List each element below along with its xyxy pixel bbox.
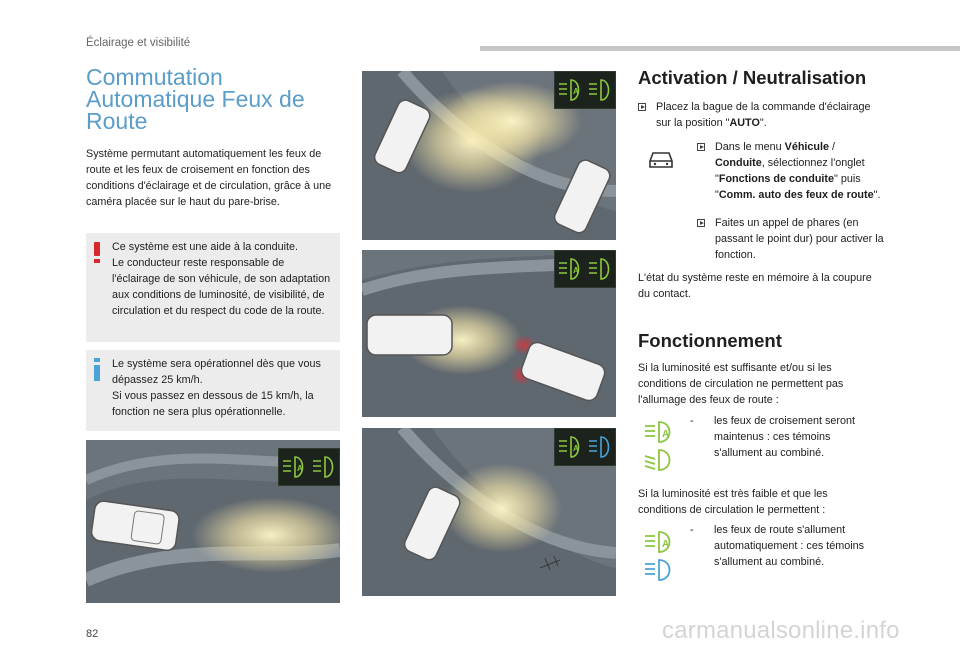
info-line-2: Si vous passez en dessous de 15 km/h, la fonction ne sera plus opérationnelle.	[112, 390, 314, 418]
svg-text:A: A	[573, 444, 579, 453]
page-title: Commutation Automatique Feux de Route	[86, 64, 305, 134]
vehicle-icon	[646, 147, 676, 171]
auto-high-beam-icon	[283, 457, 303, 477]
operation-case-2: Si la luminosité est très faible et que les conditions de circulation le permettent :	[638, 488, 828, 516]
illustration-night-road-4	[362, 428, 616, 596]
svg-text:A: A	[297, 464, 303, 473]
high-beam-icon	[645, 560, 670, 580]
operation-result-2: - les feux de route s'allument automatiquement : ces témoins s'allument au combiné.	[690, 524, 865, 568]
operation-result-1: - les feux de croisement seront maintenus : ces témoins s'allument au combiné.	[690, 415, 856, 459]
svg-text:A: A	[573, 87, 579, 96]
operation-title: Fonctionnement	[638, 330, 782, 351]
activation-step-3: Faites un appel de phares (en passant le point dur) pour activer la fonction.	[697, 215, 887, 263]
page-number: 82	[86, 628, 99, 640]
header-section-title: Éclairage et visibilité	[86, 37, 191, 49]
lowbeam-indicators	[643, 420, 683, 472]
info-callout	[86, 350, 340, 431]
watermark: carmanualsonline.info	[662, 617, 900, 644]
illustration-night-road-1	[86, 440, 340, 603]
arrow-bullet-icon	[697, 219, 705, 227]
svg-text:A: A	[662, 429, 670, 440]
activation-step-2: Dans le menu Véhicule / Conduite, sélectionnez l'onglet "Fonctions de conduite" puis "Comm. auto des feux de route".	[697, 139, 887, 203]
arrow-bullet-icon	[697, 143, 705, 151]
svg-text:A: A	[662, 539, 670, 550]
svg-text:A: A	[573, 266, 579, 275]
auto-high-beam-icon	[645, 422, 670, 442]
arrow-bullet-icon	[638, 103, 646, 111]
low-beam-icon	[645, 450, 670, 470]
illustration-night-road-2	[362, 71, 616, 240]
header-rule	[480, 46, 960, 51]
warning-line-2: Le conducteur reste responsable de l'éclairage de son véhicule, de son adaptation aux conditions de luminosité, de visibilité, de circulation et du respect du code de la route.	[112, 257, 331, 317]
warning-line-1: Ce système est une aide à la conduite.	[112, 241, 299, 253]
activation-title: Activation / Neutralisation	[638, 67, 867, 88]
warning-callout	[86, 233, 340, 342]
operation-case-1: Si la luminosité est suffisante et/ou si les conditions de circulation ne permettent pas l'allumage des feux de route :	[638, 362, 844, 406]
memory-note: L'état du système reste en mémoire à la coupure du contact.	[638, 272, 872, 300]
high-beam-icon	[313, 457, 333, 477]
info-line-1: Le système sera opérationnel dès que vous dépassez 25 km/h.	[112, 358, 321, 386]
illustration-night-road-3	[362, 250, 616, 417]
activation-step-1: Placez la bague de la commande d'éclairage sur la position "AUTO".	[638, 99, 878, 131]
auto-high-beam-icon	[645, 532, 670, 552]
highbeam-indicators	[643, 530, 683, 582]
intro-text: Système permutant automatiquement les feux de route et les feux de croisement en fonction des conditions d'éclairage et de circulation, grâce à une caméra placée sur le haut du pare-brise.	[86, 148, 332, 208]
